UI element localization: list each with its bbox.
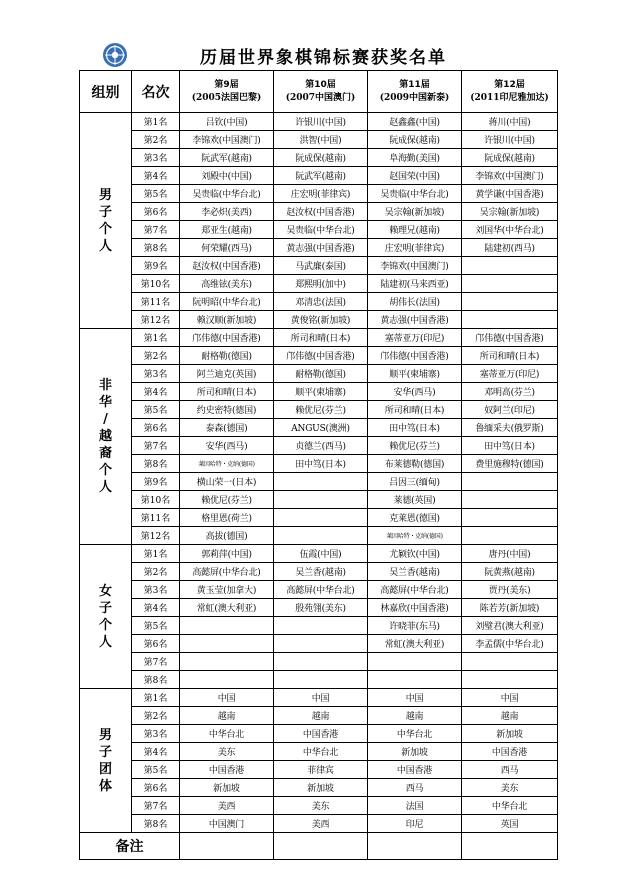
table-row — [80, 221, 558, 239]
result-cell: 赖优尼(芬兰) — [180, 491, 274, 509]
result-cell: 林嘉欣(中国香港) — [368, 599, 462, 617]
table-row — [80, 455, 558, 473]
table-row — [80, 131, 558, 149]
table-row — [80, 527, 558, 545]
result-cell: 马武廉(泰国) — [274, 257, 368, 275]
result-cell: 新加坡 — [274, 779, 368, 797]
result-cell — [368, 653, 462, 671]
rank-cell: 第1名 — [132, 329, 180, 347]
result-cell: 约史密特(德国) — [180, 401, 274, 419]
table-row — [80, 689, 558, 707]
result-cell: 吕因三(缅甸) — [368, 473, 462, 491]
result-cell: 刘国华(中华台北) — [462, 221, 558, 239]
remark-cell — [462, 833, 558, 860]
result-cell: 邓明高(芬兰) — [462, 383, 558, 401]
result-cell — [462, 653, 558, 671]
rank-cell: 第7名 — [132, 797, 180, 815]
rank-cell: 第5名 — [132, 617, 180, 635]
group-column-header: 组别 — [80, 71, 132, 113]
result-cell: 吴兰香(越南) — [368, 563, 462, 581]
rank-cell: 第2名 — [132, 707, 180, 725]
result-cell: 邓清忠(法国) — [274, 293, 368, 311]
result-cell: 横山荣一(日本) — [180, 473, 274, 491]
result-cell: 新加坡 — [462, 725, 558, 743]
result-cell: 邝伟德(中国香港) — [462, 329, 558, 347]
result-cell: 阮武军(越南) — [274, 167, 368, 185]
edition-header — [274, 71, 368, 113]
result-cell: 顺平(柬埔寨) — [274, 383, 368, 401]
result-cell: 田中笃(日本) — [462, 437, 558, 455]
result-cell: 莱因哈特・克纳(德国) — [180, 455, 274, 473]
result-cell: 郑熙明(加中) — [274, 275, 368, 293]
result-cell: 许银川(中国) — [462, 131, 558, 149]
result-cell: 赵汝权(中国香港) — [180, 257, 274, 275]
document-title: 历届世界象棋锦标赛获奖名单 — [200, 48, 447, 68]
rank-cell: 第9名 — [132, 473, 180, 491]
awards-table — [79, 70, 558, 860]
rank-cell: 第6名 — [132, 203, 180, 221]
table-row — [80, 491, 558, 509]
result-cell: 尤颖钦(中国) — [368, 545, 462, 563]
result-cell: 阮明昭(中华台北) — [180, 293, 274, 311]
result-cell: 田中笃(日本) — [274, 455, 368, 473]
rank-cell: 第3名 — [132, 149, 180, 167]
result-cell: 刘璧君(澳大利亚) — [462, 617, 558, 635]
result-cell: 黄志强(中国香港) — [368, 311, 462, 329]
table-row — [80, 653, 558, 671]
rank-cell: 第7名 — [132, 221, 180, 239]
result-cell: 中国 — [274, 689, 368, 707]
result-cell: 何荣耀(西马) — [180, 239, 274, 257]
result-cell: 阮成保(越南) — [462, 149, 558, 167]
result-cell: 吴贵临(中华台北) — [368, 185, 462, 203]
result-cell — [274, 617, 368, 635]
table-row — [80, 257, 558, 275]
result-cell: 高懿屏(中华台北) — [274, 581, 368, 599]
result-cell: 中国香港 — [180, 761, 274, 779]
result-cell: 西马 — [368, 779, 462, 797]
rank-cell: 第10名 — [132, 275, 180, 293]
result-cell: 吕钦(中国) — [180, 113, 274, 131]
result-cell: 吴贵临(中华台北) — [274, 221, 368, 239]
result-cell: 贾丹(美东) — [462, 581, 558, 599]
result-cell: 伍霞(中国) — [274, 545, 368, 563]
result-cell: 贞德兰(西马) — [274, 437, 368, 455]
result-cell: 英国 — [462, 815, 558, 833]
rank-cell: 第2名 — [132, 347, 180, 365]
result-cell: 阮武军(越南) — [180, 149, 274, 167]
rank-cell: 第8名 — [132, 815, 180, 833]
result-cell: 赖理兄(越南) — [368, 221, 462, 239]
remark-cell — [180, 833, 274, 860]
result-cell: 李锦欢(中国澳门) — [462, 167, 558, 185]
table-row — [80, 725, 558, 743]
table-row — [80, 635, 558, 653]
result-cell: 中华台北 — [274, 743, 368, 761]
rank-cell: 第4名 — [132, 743, 180, 761]
table-row — [80, 329, 558, 347]
result-cell — [462, 293, 558, 311]
table-row — [80, 473, 558, 491]
result-cell: 吴兰香(越南) — [274, 563, 368, 581]
result-cell: 新加坡 — [368, 743, 462, 761]
result-cell: 越南 — [180, 707, 274, 725]
rank-cell: 第11名 — [132, 509, 180, 527]
result-cell: 高懿屏(中华台北) — [180, 563, 274, 581]
table-row — [80, 365, 558, 383]
table-row — [80, 671, 558, 689]
result-cell — [462, 275, 558, 293]
table-row — [80, 545, 558, 563]
table-row — [80, 815, 558, 833]
result-cell: 克莱恩(德国) — [368, 509, 462, 527]
table-row — [80, 797, 558, 815]
remark-label: 备注 — [80, 833, 180, 860]
result-cell — [462, 311, 558, 329]
result-cell: 西马 — [462, 761, 558, 779]
rank-cell: 第7名 — [132, 437, 180, 455]
result-cell: 赵鑫鑫(中国) — [368, 113, 462, 131]
edition-name: 第11届 — [399, 79, 430, 90]
table-row — [80, 203, 558, 221]
result-cell: 黄学谦(中国香港) — [462, 185, 558, 203]
result-cell — [462, 257, 558, 275]
result-cell: 塞蒂亚万(印尼) — [462, 365, 558, 383]
result-cell: 陈若芳(新加坡) — [462, 599, 558, 617]
result-cell: 中国香港 — [274, 725, 368, 743]
result-cell: 赖优尼(芬兰) — [368, 437, 462, 455]
table-row — [80, 113, 558, 131]
remark-row — [80, 833, 558, 860]
result-cell — [180, 671, 274, 689]
edition-name: 第12届 — [494, 79, 525, 90]
result-cell: 阮黄燕(越南) — [462, 563, 558, 581]
rank-cell: 第12名 — [132, 311, 180, 329]
table-row — [80, 743, 558, 761]
result-cell: 殷苑翎(美东) — [274, 599, 368, 617]
rank-cell: 第5名 — [132, 761, 180, 779]
result-cell: 奴阿兰(印尼) — [462, 401, 558, 419]
result-cell: 高拔(德国) — [180, 527, 274, 545]
table-row — [80, 563, 558, 581]
table-row — [80, 437, 558, 455]
result-cell: 吴宗翰(新加坡) — [462, 203, 558, 221]
result-cell: 邝伟德(中国香港) — [180, 329, 274, 347]
table-row — [80, 347, 558, 365]
result-cell: 陆建初(西马) — [462, 239, 558, 257]
result-cell: 庄宏明(菲律宾) — [368, 239, 462, 257]
result-cell: 美西 — [180, 797, 274, 815]
result-cell: 李锦欢(中国澳门) — [368, 257, 462, 275]
result-cell: 阮成保(越南) — [274, 149, 368, 167]
result-cell — [462, 491, 558, 509]
result-cell: 黄玉莹(加拿大) — [180, 581, 274, 599]
rank-cell: 第8名 — [132, 455, 180, 473]
result-cell: ANGUS(澳洲) — [274, 419, 368, 437]
result-cell: 许银川(中国) — [274, 113, 368, 131]
result-cell — [274, 473, 368, 491]
result-cell: 顺平(柬埔寨) — [368, 365, 462, 383]
result-cell: 所司和晴(日本) — [462, 347, 558, 365]
edition-name: 第10届 — [305, 79, 336, 90]
result-cell — [274, 671, 368, 689]
rank-cell: 第4名 — [132, 167, 180, 185]
group-label: 男 子 个 人 — [80, 113, 132, 329]
result-cell: 所司和晴(日本) — [368, 401, 462, 419]
result-cell: 刘殿中(中国) — [180, 167, 274, 185]
rank-column-header: 名次 — [132, 71, 180, 113]
edition-header — [180, 71, 274, 113]
result-cell: 布莱德勒(德国) — [368, 455, 462, 473]
result-cell: 中华台北 — [368, 725, 462, 743]
result-cell: 高维铉(美东) — [180, 275, 274, 293]
rank-cell: 第4名 — [132, 383, 180, 401]
edition-venue: (2005法国巴黎) — [191, 92, 262, 103]
result-cell: 费里施穆特(德国) — [462, 455, 558, 473]
rank-cell: 第6名 — [132, 779, 180, 797]
result-cell: 田中笃(日本) — [368, 419, 462, 437]
remark-cell — [368, 833, 462, 860]
result-cell: 格里恩(荷兰) — [180, 509, 274, 527]
result-cell — [274, 491, 368, 509]
group-label: 男 子 团 体 — [80, 689, 132, 833]
result-cell — [368, 671, 462, 689]
result-cell: 美东 — [274, 797, 368, 815]
rank-cell: 第3名 — [132, 365, 180, 383]
rank-cell: 第2名 — [132, 563, 180, 581]
result-cell: 莱因哈特・克纳(德国) — [368, 527, 462, 545]
result-cell: 庄宏明(菲律宾) — [274, 185, 368, 203]
group-label: 女 子 个 人 — [80, 545, 132, 689]
table-row — [80, 707, 558, 725]
result-cell: 中国 — [462, 689, 558, 707]
result-cell: 中华台北 — [462, 797, 558, 815]
result-cell: 印尼 — [368, 815, 462, 833]
table-row — [80, 293, 558, 311]
result-cell — [274, 635, 368, 653]
result-cell: 吴宗翰(新加坡) — [368, 203, 462, 221]
result-cell: 法国 — [368, 797, 462, 815]
result-cell — [180, 635, 274, 653]
result-cell: 李锦欢(中国澳门) — [180, 131, 274, 149]
result-cell: 李必炽(美西) — [180, 203, 274, 221]
result-cell: 赖汉顺(新加坡) — [180, 311, 274, 329]
result-cell — [274, 509, 368, 527]
edition-name: 第9届 — [214, 79, 239, 90]
result-cell: 李孟儒(中华台北) — [462, 635, 558, 653]
result-cell: 美东 — [462, 779, 558, 797]
result-cell: 许晓菲(东马) — [368, 617, 462, 635]
table-row — [80, 185, 558, 203]
result-cell: 莱德(英国) — [368, 491, 462, 509]
result-cell: 高懿屏(中华台北) — [368, 581, 462, 599]
result-cell: 新加坡 — [180, 779, 274, 797]
table-row — [80, 149, 558, 167]
result-cell: 赵国荣(中国) — [368, 167, 462, 185]
result-cell: 常虹(澳大利亚) — [368, 635, 462, 653]
result-cell: 菲律宾 — [274, 761, 368, 779]
table-row — [80, 419, 558, 437]
table-row — [80, 581, 558, 599]
rank-cell: 第12名 — [132, 527, 180, 545]
result-cell: 邝伟德(中国香港) — [274, 347, 368, 365]
rank-cell: 第1名 — [132, 545, 180, 563]
result-cell: 中国香港 — [368, 761, 462, 779]
table-row — [80, 275, 558, 293]
result-cell — [274, 653, 368, 671]
result-cell: 鲁缅采夫(俄罗斯) — [462, 419, 558, 437]
result-cell: 吴贵临(中华台北) — [180, 185, 274, 203]
table-row — [80, 239, 558, 257]
result-cell: 安华(西马) — [180, 437, 274, 455]
result-cell: 洪智(中国) — [274, 131, 368, 149]
result-cell — [180, 653, 274, 671]
table-row — [80, 761, 558, 779]
table-row — [80, 599, 558, 617]
rank-cell: 第3名 — [132, 581, 180, 599]
rank-cell: 第1名 — [132, 689, 180, 707]
result-cell: 中国 — [180, 689, 274, 707]
result-cell: 中国 — [368, 689, 462, 707]
result-cell: 中国澳门 — [180, 815, 274, 833]
result-cell: 越南 — [368, 707, 462, 725]
result-cell: 陆建初(马来西亚) — [368, 275, 462, 293]
rank-cell: 第4名 — [132, 599, 180, 617]
result-cell: 胡伟长(法国) — [368, 293, 462, 311]
result-cell — [180, 617, 274, 635]
result-cell: 安华(西马) — [368, 383, 462, 401]
rank-cell: 第5名 — [132, 401, 180, 419]
rank-cell: 第5名 — [132, 185, 180, 203]
rank-cell: 第6名 — [132, 635, 180, 653]
edition-venue: (2011印尼雅加达) — [470, 92, 549, 103]
result-cell: 耐格勒(德国) — [274, 365, 368, 383]
result-cell — [462, 473, 558, 491]
result-cell: 泰森(德国) — [180, 419, 274, 437]
table-row — [80, 383, 558, 401]
table-row — [80, 509, 558, 527]
edition-venue: (2009中国新泰) — [379, 92, 450, 103]
result-cell — [274, 527, 368, 545]
rank-cell: 第8名 — [132, 671, 180, 689]
result-cell: 阮成保(越南) — [368, 131, 462, 149]
table-row — [80, 401, 558, 419]
rank-cell: 第10名 — [132, 491, 180, 509]
result-cell — [462, 671, 558, 689]
result-cell: 阿兰迪克(英国) — [180, 365, 274, 383]
result-cell: 唐丹(中国) — [462, 545, 558, 563]
result-cell: 越南 — [462, 707, 558, 725]
result-cell: 赖优尼(芬兰) — [274, 401, 368, 419]
rank-cell: 第9名 — [132, 257, 180, 275]
result-cell: 越南 — [274, 707, 368, 725]
rank-cell: 第6名 — [132, 419, 180, 437]
result-cell: 塞蒂亚万(印尼) — [368, 329, 462, 347]
remark-cell — [274, 833, 368, 860]
result-cell: 邝伟德(中国香港) — [368, 347, 462, 365]
result-cell: 耐格勒(德国) — [180, 347, 274, 365]
federation-logo-icon — [102, 42, 128, 68]
edition-header — [462, 71, 558, 113]
result-cell: 郭莉萍(中国) — [180, 545, 274, 563]
rank-cell: 第8名 — [132, 239, 180, 257]
result-cell: 中华台北 — [180, 725, 274, 743]
result-cell: 郑亚生(越南) — [180, 221, 274, 239]
rank-cell: 第11名 — [132, 293, 180, 311]
header-row — [80, 71, 558, 113]
result-cell — [462, 527, 558, 545]
result-cell: 中国香港 — [462, 743, 558, 761]
result-cell: 美西 — [274, 815, 368, 833]
rank-cell: 第2名 — [132, 131, 180, 149]
table-row — [80, 167, 558, 185]
table-row — [80, 617, 558, 635]
rank-cell: 第1名 — [132, 113, 180, 131]
result-cell: 黄志强(中国香港) — [274, 239, 368, 257]
table-row — [80, 311, 558, 329]
rank-cell: 第3名 — [132, 725, 180, 743]
edition-venue: (2007中国澳门) — [285, 92, 356, 103]
result-cell — [462, 509, 558, 527]
group-label: 非 华 / 越 裔 个 人 — [80, 329, 132, 545]
result-cell: 美东 — [180, 743, 274, 761]
result-cell: 黄俊铭(新加坡) — [274, 311, 368, 329]
edition-header — [368, 71, 462, 113]
result-cell: 常虹(澳大利亚) — [180, 599, 274, 617]
rank-cell: 第7名 — [132, 653, 180, 671]
result-cell: 赵汝权(中国香港) — [274, 203, 368, 221]
result-cell: 所司和晴(日本) — [180, 383, 274, 401]
result-cell: 所司和晴(日本) — [274, 329, 368, 347]
result-cell: 蒋川(中国) — [462, 113, 558, 131]
result-cell: 阜海勤(美国) — [368, 149, 462, 167]
table-row — [80, 779, 558, 797]
